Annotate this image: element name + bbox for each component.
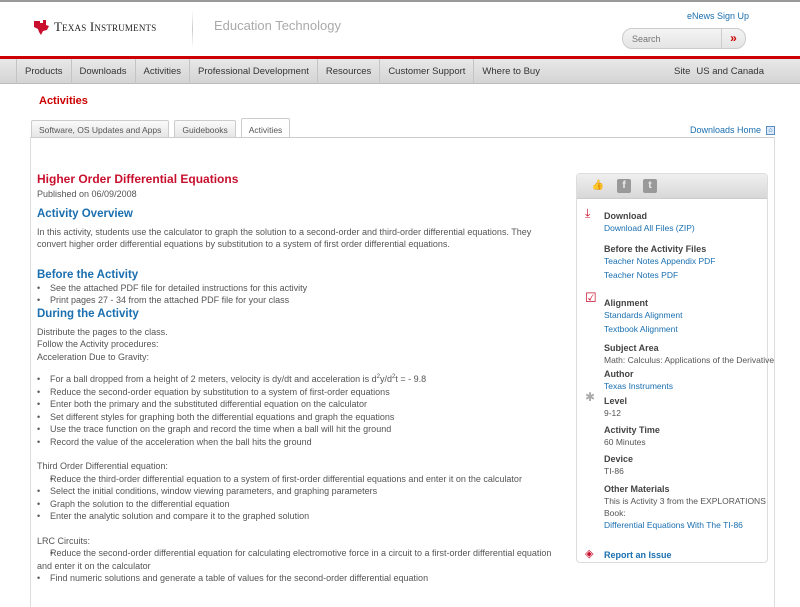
home-icon: ⌂ [766, 126, 775, 135]
thumbs-up-icon[interactable]: 👍 [591, 180, 605, 191]
list-item: • Set different styles for graphing both the differential equations and graph the equations [37, 411, 557, 424]
device-value: TI-86 [604, 466, 624, 476]
activity-content [37, 172, 557, 585]
nav-resources[interactable]: Resources [318, 59, 380, 84]
level-value: 9-12 [604, 408, 622, 418]
standards-alignment-link[interactable]: Standards Alignment [604, 310, 683, 320]
report-issue-link[interactable]: Report an Issue [604, 550, 672, 560]
activity-time-heading: Activity Time [604, 425, 660, 435]
section-title: Education Technology [214, 18, 341, 33]
page-heading: Activities [39, 95, 88, 107]
warning-icon: ◈ [585, 548, 594, 560]
nav-customer-support[interactable]: Customer Support [380, 59, 474, 84]
downloads-home-link[interactable] [690, 125, 775, 135]
checkbox-check-icon: ☑ [585, 290, 597, 305]
search-submit-button[interactable]: » [721, 29, 745, 48]
tab-activities[interactable]: Activities [241, 118, 291, 137]
header-divider [192, 10, 193, 48]
list-item: • Enter both the primary and the substituted differential equation on the calculator [37, 398, 557, 411]
during-heading: During the Activity [37, 307, 139, 320]
list-item: • Record the value of the acceleration when the ball hits the ground [37, 436, 557, 449]
report-section [604, 549, 672, 561]
before-files-heading: Before the Activity Files [604, 244, 707, 254]
list-item: • Reduce the third-order differential equation to a system of first-order differential equations and enter it on the calculator [37, 473, 557, 486]
activity-sidebar [576, 173, 775, 563]
tab-guidebooks[interactable]: Guidebooks [174, 120, 235, 137]
overview-heading: Activity Overview [37, 207, 133, 220]
nav-where-to-buy[interactable]: Where to Buy [482, 65, 540, 77]
search-input[interactable] [623, 34, 721, 44]
during-intro-2: Follow the Activity procedures: [37, 339, 159, 349]
text: t = - 9.8 [395, 374, 427, 384]
during-intro-3: Acceleration Due to Gravity: [37, 351, 150, 362]
author-link[interactable]: Texas Instruments [604, 381, 673, 391]
enews-signup-link[interactable]: eNews Sign Up [687, 11, 750, 21]
text: For a ball dropped from a height of 2 meters, velocity is dy/dt and acceleration is d [50, 374, 377, 384]
subject-heading: Subject Area [604, 343, 659, 353]
download-section [604, 210, 716, 281]
twitter-icon[interactable]: t [643, 179, 657, 193]
list-item: • Graph the solution to the differential equation [37, 498, 557, 511]
list-item: • Use the trace function on the graph and record the time when a ball will hit the ground [37, 423, 557, 436]
site-selector[interactable] [674, 66, 764, 77]
superscript: 2 [392, 374, 396, 380]
tab-software[interactable]: Software, OS Updates and Apps [31, 120, 169, 137]
nav-downloads[interactable]: Downloads [72, 59, 136, 84]
site-value: US and Canada [696, 66, 764, 77]
tabs [31, 120, 290, 137]
activity-time-value: 60 Minutes [604, 437, 646, 447]
list-item: • See the attached PDF file for detailed instructions for this activity [37, 282, 557, 295]
other-materials-link[interactable]: Differential Equations With The TI-86 [604, 520, 743, 530]
facebook-icon[interactable]: f [617, 179, 631, 193]
top-border [0, 0, 800, 2]
before-heading: Before the Activity [37, 268, 139, 281]
list-item: • Find numeric solutions and generate a table of values for the second-order differential equation [37, 572, 557, 585]
overview-text: In this activity, students use the calculator to graph the solution to a second-order and third-order differential equations. They convert higher order differential equations by substitution to a system of first order differential equations. [37, 226, 532, 249]
list-item: • Select the initial conditions, window viewing parameters, and graphing parameters [37, 485, 557, 498]
nav-activities[interactable]: Activities [136, 59, 190, 84]
brand-name: Texas Instruments [54, 19, 157, 34]
other-materials-text-2: Book: [604, 508, 626, 518]
share-bar [577, 174, 767, 199]
list-item [37, 373, 557, 386]
download-icon: ⤓ [585, 206, 591, 220]
list-item: • Enter the analytic solution and compare it to the graphed solution [37, 510, 557, 523]
list-item: • Print pages 27 - 34 from the attached PDF file for your class [37, 294, 557, 307]
level-heading: Level [604, 396, 628, 406]
list-item: • Reduce the second-order differential equation for calculating electromotive force in a circuit to a first-order differential equation and enter it on the calculator [37, 547, 557, 572]
other-materials-heading: Other Materials [604, 484, 670, 494]
other-materials-text: This is Activity 3 from the EXPLORATIONS [604, 496, 766, 506]
search-box [622, 28, 746, 49]
ti-logo-icon [32, 18, 50, 36]
lrc-heading: LRC Circuits: [37, 535, 91, 546]
texas-state-icon: ✱ [585, 390, 596, 404]
alignment-heading: Alignment [604, 298, 648, 308]
list-item: • Reduce the second-order equation by substitution to a system of first-order equations [37, 386, 557, 399]
lrc-list [37, 547, 557, 585]
nav-products[interactable]: Products [16, 59, 72, 84]
nav-professional-development[interactable]: Professional Development [190, 59, 318, 84]
activity-title: Higher Order Differential Equations [37, 172, 239, 186]
site-label: Site [674, 66, 691, 77]
before-list [37, 282, 557, 307]
teacher-notes-appendix-link[interactable]: Teacher Notes Appendix PDF [604, 256, 716, 266]
third-order-heading: Third Order Differential equation: [37, 461, 168, 471]
gravity-list [37, 373, 557, 448]
third-order-list [37, 473, 557, 523]
ti-logo[interactable] [32, 18, 156, 36]
text: y/d [380, 374, 393, 384]
alignment-section [604, 297, 774, 531]
teacher-notes-link[interactable]: Teacher Notes PDF [604, 270, 679, 280]
author-heading: Author [604, 369, 634, 379]
subject-value: Math: Calculus: Applications of the Derivative [604, 355, 775, 365]
during-intro-1: Distribute the pages to the class. [37, 326, 168, 337]
textbook-alignment-link[interactable]: Textbook Alignment [604, 324, 678, 334]
superscript: 2 [376, 374, 381, 380]
downloads-home-label: Downloads Home [690, 125, 762, 135]
device-heading: Device [604, 454, 634, 464]
published-date: Published on 06/09/2008 [37, 189, 137, 199]
download-all-link[interactable]: Download All Files (ZIP) [604, 223, 695, 233]
download-heading: Download [604, 211, 647, 221]
